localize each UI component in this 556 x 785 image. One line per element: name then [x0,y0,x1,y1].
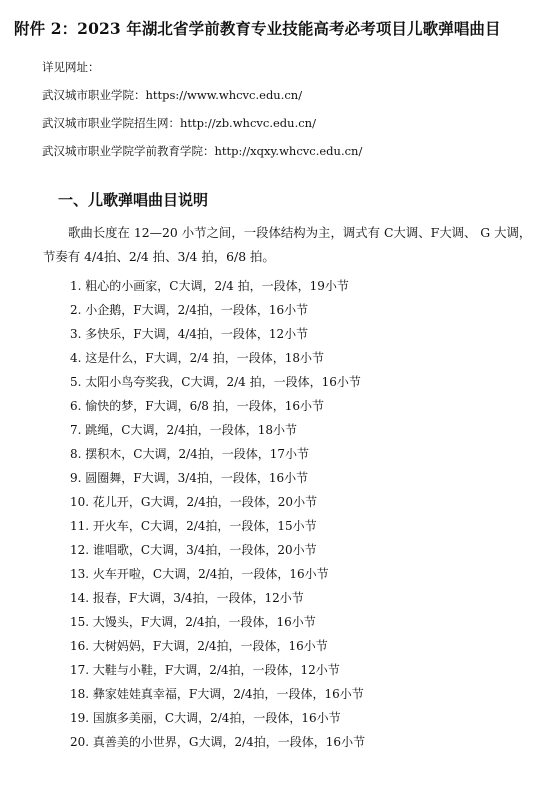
song-item: 1. 粗心的小画家，C大调，2/4 拍，一段体，19小节 [70,279,349,293]
intro-line-1: 歌曲长度在 12—20 小节之间，一段体结构为主，调式有 C大调、F大调、 G 大调， [68,225,532,240]
reference-links [42,60,542,172]
song-item: 18. 彝家娃娃真幸福，F大调，2/4拍，一段体，16小节 [70,687,364,701]
song-item: 10. 花儿开，G大调，2/4拍，一段体，20小节 [70,495,318,509]
document-title: 附件 2：2023 年湖北省学前教育专业技能高考必考项目儿歌弹唱曲目 [14,19,501,38]
link-college-home: 武汉城市职业学院：https://www.whcvc.edu.cn/ [42,88,303,102]
links-intro-label: 详见网址： [42,60,100,74]
song-item: 9. 圆圈舞，F大调，3/4拍，一段体，16小节 [70,471,309,485]
song-item: 20. 真善美的小世界，G大调，2/4拍，一段体，16小节 [70,735,366,749]
song-item: 4. 这是什么，F大调，2/4 拍，一段体，18小节 [70,351,324,365]
song-item: 19. 国旗多美丽，C大调，2/4拍，一段体，16小节 [70,711,341,725]
song-item: 17. 大鞋与小鞋，F大调，2/4拍，一段体，12小节 [70,663,340,677]
song-item: 12. 谁唱歌，C大调，3/4拍，一段体，20小节 [70,543,317,557]
song-item: 6. 愉快的梦，F大调，6/8 拍，一段体，16小节 [70,399,324,413]
song-item: 8. 摆积木，C大调，2/4拍，一段体，17小节 [70,447,310,461]
song-item: 2. 小企鹅，F大调，2/4拍，一段体，16小节 [70,303,309,317]
song-item: 13. 火车开啦，C大调，2/4拍，一段体，16小节 [70,567,329,581]
song-item: 14. 报春，F大调，3/4拍，一段体，12小节 [70,591,304,605]
section-heading: 一、儿歌弹唱曲目说明 [58,191,209,209]
intro-line-2: 节奏有 4/4拍、2/4 拍、3/4 拍，6/8 拍。 [43,249,275,264]
song-item: 15. 大馒头，F大调，2/4拍，一段体，16小节 [70,615,316,629]
link-admissions: 武汉城市职业学院招生网：http://zb.whcvc.edu.cn/ [42,116,316,130]
link-preschool-school: 武汉城市职业学院学前教育学院：http://xqxy.whcvc.edu.cn/ [42,144,363,158]
section-intro [43,221,543,269]
song-list [70,277,540,757]
song-item: 7. 跳绳，C大调，2/4拍，一段体，18小节 [70,423,298,437]
song-item: 11. 开火车，C大调，2/4拍，一段体，15小节 [70,519,317,533]
song-item: 16. 大树妈妈，F大调，2/4拍，一段体，16小节 [70,639,328,653]
song-item: 3. 多快乐，F大调，4/4拍，一段体，12小节 [70,327,309,341]
song-item: 5. 太阳小鸟夸奖我，C大调，2/4 拍，一段体，16小节 [70,375,361,389]
